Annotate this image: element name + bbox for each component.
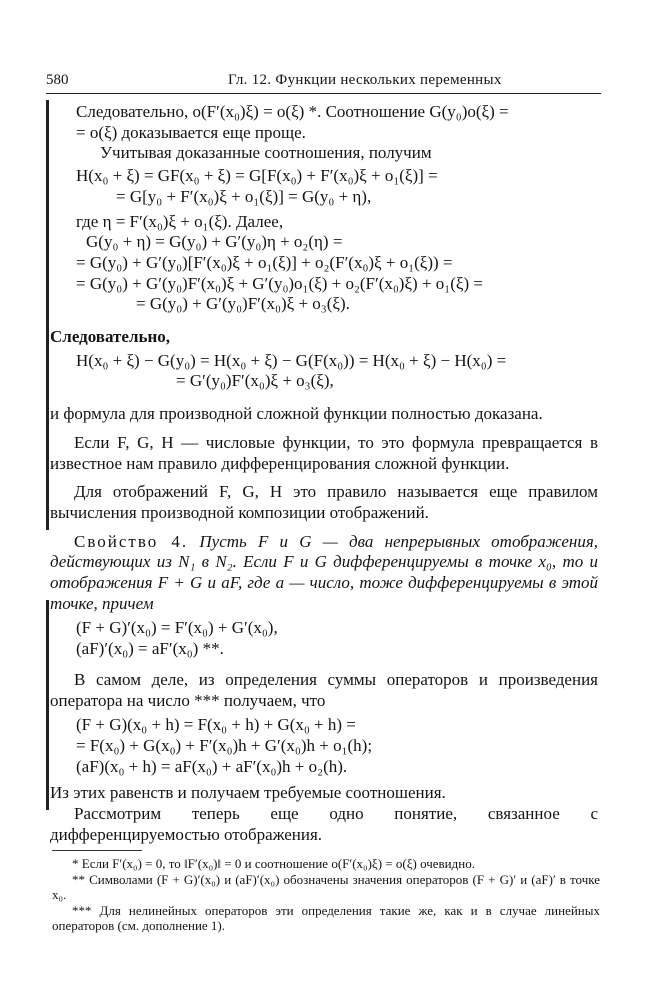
paragraph: Если F, G, H — числовые функции, то это формула превращается в известное нам правило дифференцирования сложной функции. — [50, 432, 598, 473]
paragraph: Из этих равенств и получаем требуемые соотношения. — [50, 783, 446, 803]
main-text — [50, 102, 599, 846]
chapter-title: Гл. 12. Функции нескольких переменных — [228, 72, 502, 88]
header-rule — [46, 93, 601, 94]
equation: H(x₀ + ξ) − G(y₀) = H(x₀ + ξ) − G(F(x₀)) = H(x₀ + ξ) − H(x₀) = — [76, 350, 507, 370]
equation: = G(y₀) + G′(y₀)F′(x₀)ξ + o₃(ξ). — [136, 294, 350, 314]
paragraph: Рассмотрим теперь еще одно понятие, связанное с дифференцируемостью отображения. — [50, 804, 598, 844]
proposition — [50, 532, 598, 615]
footnote-rule — [52, 850, 142, 851]
equation: (F + G)(x₀ + h) = F(x₀ + h) + G(x₀ + h) = — [76, 715, 356, 735]
equation: = G(y₀) + G′(y₀)[F′(x₀)ξ + o₁(ξ)] + o₂(F′(x₀)ξ + o₁(ξ)) = — [76, 252, 453, 272]
equation: = F(x₀) + G(x₀) + F′(x₀)h + G′(x₀)h + o₁(h); — [76, 735, 373, 755]
paragraph: В самом деле, из определения суммы операторов и произведения оператора на число *** получаем, что — [50, 669, 598, 710]
margin-bar-upper — [46, 100, 49, 530]
proposition-text: Пусть F и G — два непрерывных отображения, действующих из N₁ в N₂. Если F и G дифференцируемы в точке x₀, то и отображения F + G и aF, где a — число, тоже дифференцируемы в этой точке, причем — [50, 531, 599, 613]
equation: G(y₀ + η) = G(y₀) + G′(y₀)η + o₂(η) = — [86, 232, 343, 252]
footnote: *** Для нелинейных операторов эти определения такие же, как и в случае линейных операторов (см. дополнение 1). — [52, 902, 600, 934]
footnote: * Если F′(x₀) = 0, то ‖F′(x₀)‖ = 0 и соотношение o(F′(x₀)ξ) = o(ξ) очевидно. — [72, 856, 475, 871]
footnotes — [52, 856, 600, 934]
equation: = G[y₀ + F′(x₀)ξ + o₁(ξ)] = G(y₀ + η), — [116, 186, 372, 206]
text-line: где η = F′(x₀)ξ + o₁(ξ). Далее, — [76, 211, 284, 231]
text-line: Следовательно, o(F′(x₀)ξ) = o(ξ) *. Соотношение G(y₀)o(ξ) = — [76, 102, 509, 121]
page-number: 580 — [46, 72, 69, 88]
equation: (F + G)′(x₀) = F′(x₀) + G′(x₀), — [76, 618, 278, 638]
margin-bar-lower — [46, 600, 49, 810]
running-header — [46, 72, 601, 92]
proposition-label: Свойство 4. — [74, 531, 189, 551]
equation: (aF)′(x₀) = aF′(x₀) **. — [76, 639, 224, 659]
text-line: Учитывая доказанные соотношения, получим — [100, 143, 432, 163]
text-line: Следовательно, — [50, 327, 171, 347]
paragraph: Для отображений F, G, H это правило называется еще правилом вычисления производной композиции отображений. — [50, 482, 598, 522]
text-line: = o(ξ) доказывается еще проще. — [76, 122, 306, 142]
paragraph: и формула для производной сложной функции полностью доказана. — [50, 404, 543, 424]
equation: = G′(y₀)F′(x₀)ξ + o₃(ξ), — [176, 371, 334, 391]
equation: H(x₀ + ξ) = GF(x₀ + ξ) = G[F(x₀) + F′(x₀)ξ + o₁(ξ)] = — [76, 166, 438, 186]
equation: = G(y₀) + G′(y₀)F′(x₀)ξ + G′(y₀)o₁(ξ) + o₂(F′(x₀)ξ) + o₁(ξ) = — [76, 273, 483, 293]
footnote: ** Символами (F + G)′(x₀) и (aF)′(x₀) обозначены значения операторов (F + G)′ и (aF)′ в точке x₀. — [52, 871, 600, 903]
equation: (aF)(x₀ + h) = aF(x₀) + aF′(x₀)h + o₂(h). — [76, 756, 348, 776]
